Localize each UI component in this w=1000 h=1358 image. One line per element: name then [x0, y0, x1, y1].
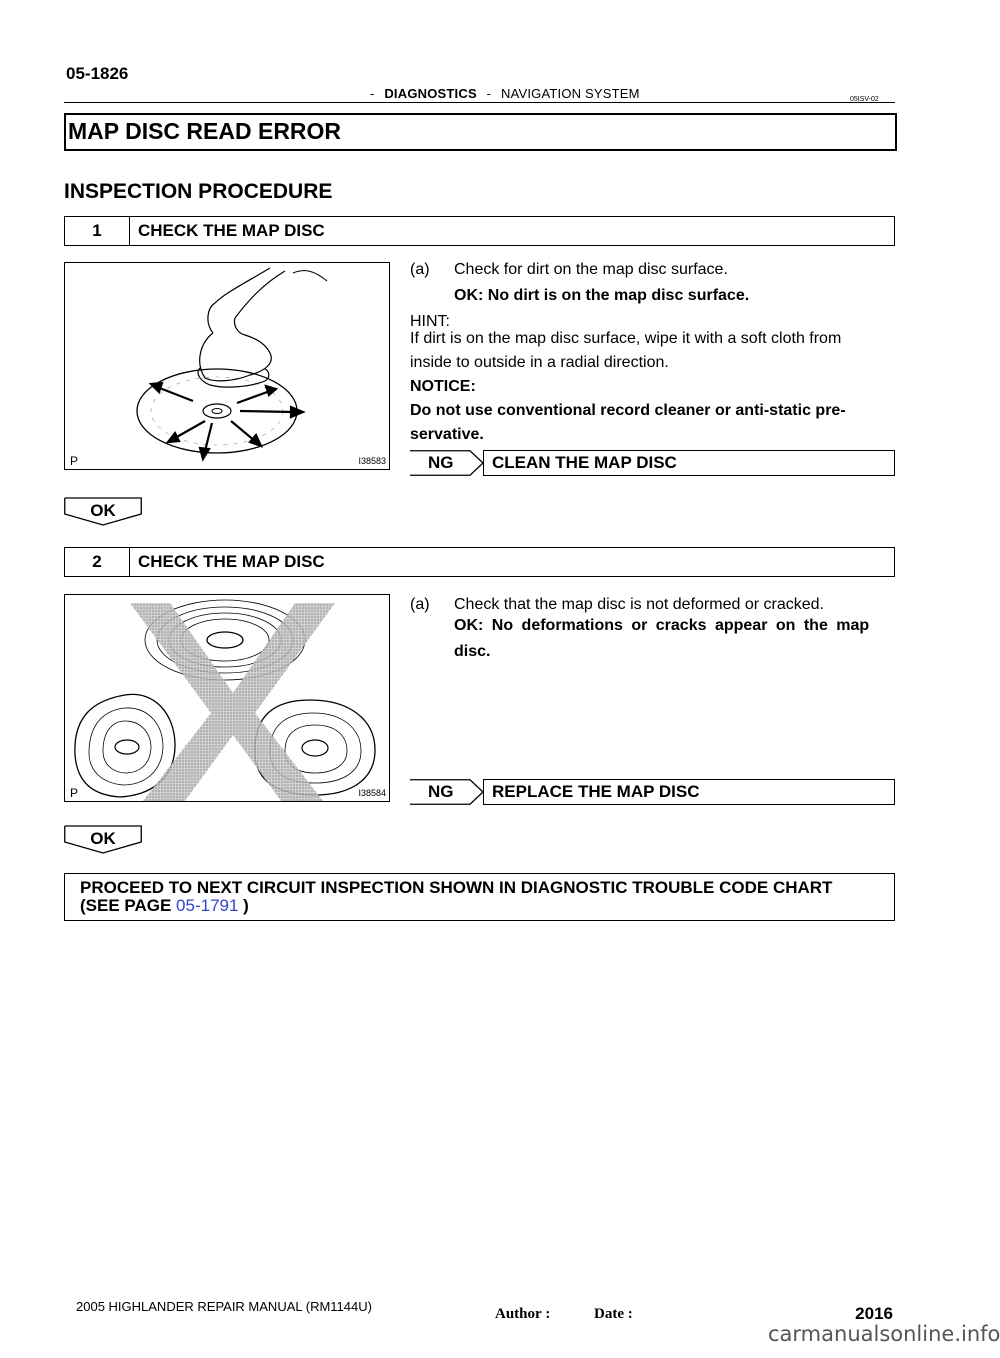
header-separator-2: -	[486, 86, 492, 101]
figure-2-id: I38584	[358, 788, 386, 798]
proceed-box	[64, 873, 895, 921]
step-1-ok-text: OK: No dirt is on the map disc surface.	[454, 287, 750, 304]
step-1-hint-line-2: inside to outside in a radial direction.	[410, 354, 669, 371]
step-2-ng-branch	[410, 779, 895, 805]
watermark: carmanualsonline.info	[768, 1322, 1000, 1346]
step-2-header	[64, 547, 895, 577]
header-separator: -	[370, 86, 375, 101]
step-1-header	[64, 216, 895, 246]
date-label: Date :	[594, 1306, 633, 1322]
header-subsection: NAVIGATION SYSTEM	[500, 86, 640, 101]
title-box	[64, 113, 897, 151]
proceed-line-2	[80, 896, 249, 916]
step-2-ok-line-2: disc.	[454, 643, 491, 660]
author-label: Author :	[495, 1306, 551, 1322]
page-number: 05-1826	[66, 64, 129, 83]
step-2-ng-label: NG	[428, 782, 454, 801]
step-1-label: CHECK THE MAP DISC	[138, 221, 325, 240]
page-link[interactable]: 05-1791	[176, 896, 239, 915]
figure-1-id: I38583	[358, 456, 386, 466]
step-1-notice-label: NOTICE:	[410, 378, 476, 395]
step-2-number: 2	[65, 548, 130, 576]
step-1-notice-line-1: Do not use conventional record cleaner or anti-static pre-	[410, 402, 846, 419]
step-1-instruction: Check for dirt on the map disc surface.	[454, 261, 728, 278]
figure-deformed-disc	[64, 594, 390, 802]
manual-title: 2005 HIGHLANDER REPAIR MANUAL (RM1144U)	[76, 1299, 372, 1314]
step-1-hint-label: HINT:	[410, 313, 450, 330]
header-section: DIAGNOSTICS	[384, 86, 477, 101]
step-1-notice-line-2: servative.	[410, 426, 484, 443]
step-1-ng-label: NG	[428, 453, 454, 472]
footer-page-number: 2016	[855, 1304, 893, 1323]
step-2-instruction: Check that the map disc is not deformed or cracked.	[454, 596, 824, 613]
proceed-line-1: PROCEED TO NEXT CIRCUIT INSPECTION SHOWN IN DIAGNOSTIC TROUBLE CODE CHART	[80, 878, 833, 897]
step-1-hint-line-1: If dirt is on the map disc surface, wipe it with a soft cloth from	[410, 330, 842, 347]
step-2-ng-action-box	[483, 779, 895, 805]
step-1-number: 1	[65, 217, 130, 245]
step-2-marker: (a)	[410, 596, 430, 613]
step-1-ok-branch	[64, 498, 142, 526]
header-rule	[64, 102, 895, 103]
step-1-ng-branch	[410, 450, 895, 476]
proceed-prefix: (SEE PAGE	[80, 896, 177, 915]
disc-cleaning-illustration	[65, 263, 389, 469]
step-2-label: CHECK THE MAP DISC	[138, 552, 325, 571]
proceed-suffix: )	[238, 896, 249, 915]
step-1-marker: (a)	[410, 261, 430, 278]
procedure-heading: INSPECTION PROCEDURE	[64, 180, 333, 203]
step-1-ng-action-box	[483, 450, 895, 476]
step-2-ng-action: REPLACE THE MAP DISC	[492, 782, 700, 801]
step-2-ok-label: OK	[90, 829, 116, 848]
step-2-ok-line-1: OK: No deformations or cracks appear on the map	[454, 617, 870, 634]
figure-2-corner-label: P	[70, 786, 79, 800]
step-2-ok-branch	[64, 826, 142, 854]
page-title: MAP DISC READ ERROR	[68, 118, 342, 144]
figure-1-corner-label: P	[70, 454, 79, 468]
running-header	[370, 86, 640, 101]
step-1-ng-action: CLEAN THE MAP DISC	[492, 453, 677, 472]
document-code: 05ISV-02	[850, 96, 879, 103]
step-1-ok-label: OK	[90, 501, 116, 520]
figure-disc-cleaning	[64, 262, 390, 470]
deformed-disc-illustration	[65, 595, 389, 801]
